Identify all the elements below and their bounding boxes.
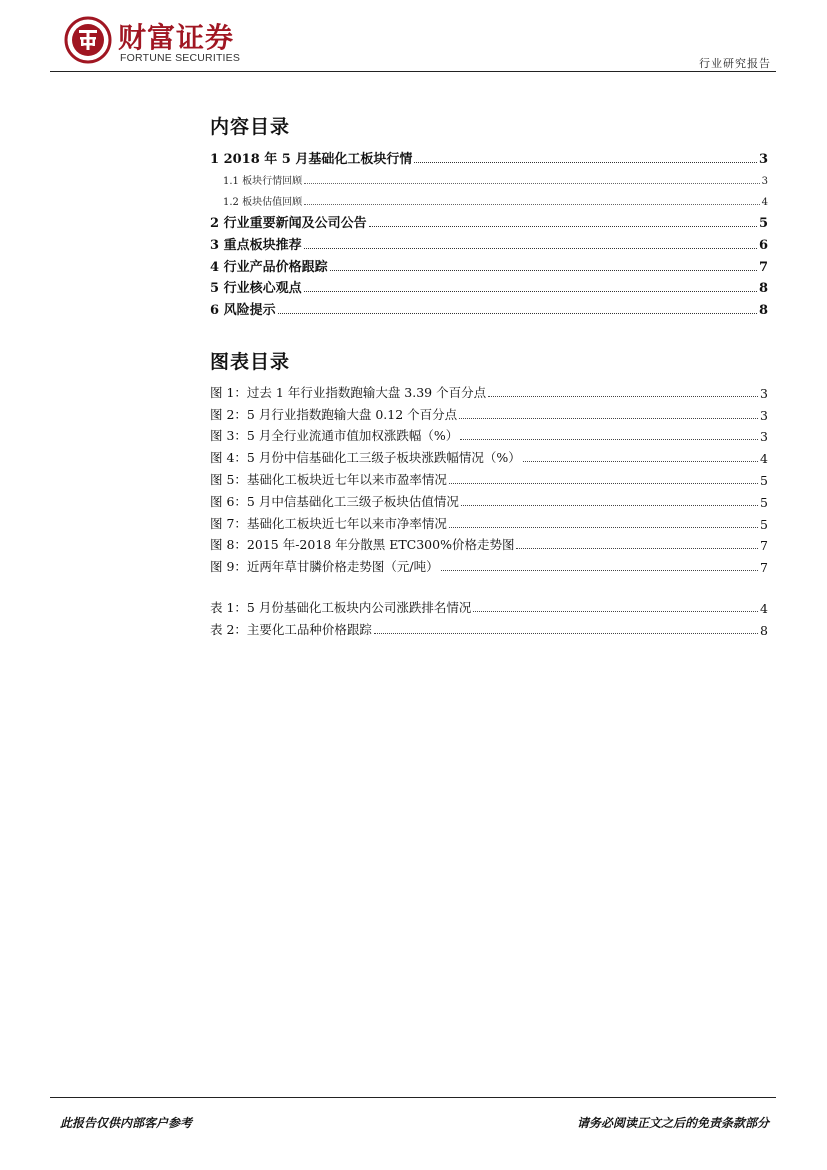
dot-leader <box>304 248 757 249</box>
figure-entry-label: 图 3：5 月全行业流通市值加权涨跌幅（%） <box>210 428 459 443</box>
figure-entry-page: 7 <box>760 538 768 553</box>
footer-disclaimer-left: 此报告仅供内部客户参考 <box>60 1116 193 1130</box>
toc-entry-page: 5 <box>758 216 768 231</box>
footer-disclaimer-right: 请务必阅读正文之后的免责条款部分 <box>576 1116 769 1130</box>
toc-entry-page: 8 <box>758 281 768 296</box>
table-entry[interactable] <box>210 620 768 638</box>
dot-leader <box>449 527 758 528</box>
figure-entry-label: 图 1：过去 1 年行业指数跑输大盘 3.39 个百分点 <box>210 385 487 400</box>
figure-entry-label: 图 9：近两年草甘膦价格走势图（元/吨） <box>210 559 439 574</box>
figure-entry[interactable] <box>210 426 768 444</box>
figure-entry-label: 图 4：5 月份中信基础化工三级子板块涨跌幅情况（%） <box>210 450 521 465</box>
table-entry-page: 4 <box>760 601 768 616</box>
toc-entry-label: 2 行业重要新闻及公司公告 <box>210 216 367 231</box>
toc-entry-page: 3 <box>761 176 768 187</box>
footer-divider <box>50 1097 776 1098</box>
header-divider <box>50 71 776 72</box>
toc-entry-page: 4 <box>761 197 768 208</box>
figure-entry-page: 5 <box>760 517 768 532</box>
figure-entry-page: 4 <box>760 451 768 466</box>
dot-leader <box>278 313 757 314</box>
brand-name-chinese: 财富证券 <box>118 21 235 54</box>
toc-entry-page: 3 <box>758 152 768 167</box>
figure-entry-page: 3 <box>760 386 768 401</box>
dot-leader <box>488 396 758 397</box>
contents-title: 内容目录 <box>210 116 291 138</box>
dot-leader <box>304 204 760 205</box>
figure-entry-page: 5 <box>760 473 768 488</box>
dot-leader <box>304 183 760 184</box>
toc-entry[interactable] <box>210 234 768 253</box>
figures-title: 图表目录 <box>210 351 291 373</box>
page-header <box>0 0 827 80</box>
dot-leader <box>441 570 758 571</box>
figure-entry-page: 3 <box>760 408 768 423</box>
toc-entry-label: 3 重点板块推荐 <box>210 238 302 253</box>
toc-entry[interactable] <box>210 277 768 296</box>
toc-subentry[interactable] <box>223 172 768 187</box>
toc-entry-page: 8 <box>758 303 768 318</box>
figure-entry-label: 图 7：基础化工板块近七年以来市净率情况 <box>210 516 447 531</box>
toc-entry-label: 4 行业产品价格跟踪 <box>210 260 328 275</box>
figure-entry[interactable] <box>210 405 768 423</box>
figure-entry[interactable] <box>210 514 768 532</box>
toc-entry-label: 6 风险提示 <box>210 303 276 318</box>
figure-entry-label: 图 5：基础化工板块近七年以来市盈率情况 <box>210 472 447 487</box>
fortune-securities-logo-icon <box>64 16 112 64</box>
figure-entry[interactable] <box>210 535 768 553</box>
toc-entry-label: 1.2 板块估值回顾 <box>223 197 303 208</box>
table-entry-page: 8 <box>760 623 768 638</box>
figure-entry-page: 5 <box>760 495 768 510</box>
figure-entry[interactable] <box>210 492 768 510</box>
figure-entry-label: 图 2：5 月行业指数跑输大盘 0.12 个百分点 <box>210 407 458 422</box>
dot-leader <box>304 291 757 292</box>
dot-leader <box>516 548 758 549</box>
toc-entry-page: 6 <box>758 238 768 253</box>
dot-leader <box>374 633 758 634</box>
dot-leader <box>369 226 757 227</box>
toc-entry-page: 7 <box>758 260 768 275</box>
dot-leader <box>449 483 758 484</box>
dot-leader <box>459 418 758 419</box>
toc-entry[interactable] <box>210 256 768 275</box>
dot-leader <box>460 439 758 440</box>
table-entry[interactable] <box>210 598 768 616</box>
figure-entry[interactable] <box>210 383 768 401</box>
toc-subentry[interactable] <box>223 193 768 208</box>
figure-entry-label: 图 6：5 月中信基础化工三级子板块估值情况 <box>210 494 459 509</box>
figure-entry[interactable] <box>210 448 768 466</box>
table-entry-label: 表 1：5 月份基础化工板块内公司涨跌排名情况 <box>210 600 472 615</box>
dot-leader <box>461 505 758 506</box>
toc-entry[interactable] <box>210 299 768 318</box>
dot-leader <box>473 611 758 612</box>
report-type-label: 行业研究报告 <box>699 57 771 70</box>
figure-entry[interactable] <box>210 557 768 575</box>
table-entry-label: 表 2：主要化工品种价格跟踪 <box>210 622 372 637</box>
dot-leader <box>414 162 757 163</box>
toc-entry-label: 5 行业核心观点 <box>210 281 302 296</box>
dot-leader <box>330 270 757 271</box>
figure-entry-label: 图 8：2015 年-2018 年分散黑 ETC300%价格走势图 <box>210 537 515 552</box>
figure-entry[interactable] <box>210 470 768 488</box>
toc-entry[interactable] <box>210 212 768 231</box>
toc-entry[interactable] <box>210 148 768 167</box>
dot-leader <box>523 461 758 462</box>
figure-entry-page: 7 <box>760 560 768 575</box>
toc-entry-label: 1 2018 年 5 月基础化工板块行情 <box>210 152 413 167</box>
toc-entry-label: 1.1 板块行情回顾 <box>223 176 303 187</box>
figure-entry-page: 3 <box>760 429 768 444</box>
brand-name-english: FORTUNE SECURITIES <box>120 52 241 64</box>
